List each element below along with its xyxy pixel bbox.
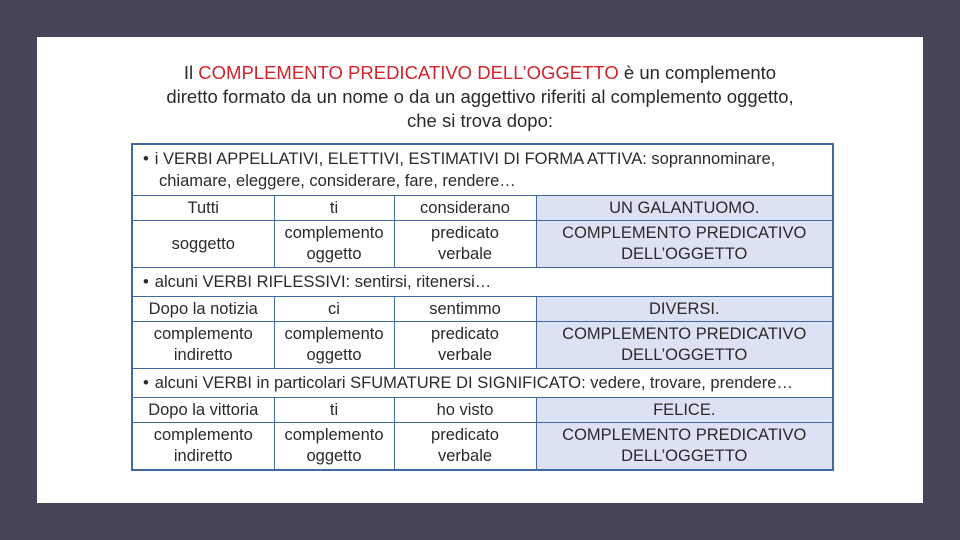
intro-line-2: diretto formato da un nome o da un aggettivo riferiti al complemento oggetto,: [166, 86, 794, 107]
section-heading: • i VERBI APPELLATIVI, ELETTIVI, ESTIMATIVI DI FORMA ATTIVA: soprannominare, chiamare, eleggere, considerare, fare, rendere…: [132, 144, 833, 196]
highlighted-term: COMPLEMENTO PREDICATIVO DELL’OGGETTO: [198, 62, 619, 83]
function-cell: complemento indiretto: [132, 423, 274, 471]
example-predicative-cell: UN GALANTUOMO.: [536, 196, 833, 221]
function-predicative-cell: COMPLEMENTO PREDICATIVO DELL’OGGETTO: [536, 221, 833, 268]
function-row: [132, 221, 833, 268]
example-cell: Dopo la vittoria: [132, 398, 274, 423]
example-cell: ti: [274, 398, 394, 423]
example-predicative-cell: FELICE.: [536, 398, 833, 423]
function-cell: complemento oggetto: [274, 221, 394, 268]
function-cell: complemento oggetto: [274, 423, 394, 471]
section-heading: • alcuni VERBI in particolari SFUMATURE DI SIGNIFICATO: vedere, trovare, prendere…: [132, 369, 833, 398]
section-heading: • alcuni VERBI RIFLESSIVI: sentirsi, ritenersi…: [132, 268, 833, 297]
example-cell: ho visto: [394, 398, 536, 423]
function-cell: predicato verbale: [394, 322, 536, 369]
function-cell: complemento indiretto: [132, 322, 274, 369]
intro-line-3: che si trova dopo:: [406, 110, 554, 131]
example-cell: ci: [274, 297, 394, 322]
example-cell: Dopo la notizia: [132, 297, 274, 322]
slide: [37, 37, 923, 503]
function-predicative-cell: COMPLEMENTO PREDICATIVO DELL’OGGETTO: [536, 322, 833, 369]
function-row: [132, 322, 833, 369]
function-cell: predicato verbale: [394, 423, 536, 471]
example-row: [132, 398, 833, 423]
section-heading-row: [132, 369, 833, 398]
bullet: •: [143, 374, 149, 392]
example-cell: sentimmo: [394, 297, 536, 322]
example-row: [132, 196, 833, 221]
example-row: [132, 297, 833, 322]
function-cell: soggetto: [132, 221, 274, 268]
section-heading-row: [132, 268, 833, 297]
intro-definition: [37, 61, 923, 133]
intro-line-1: Il COMPLEMENTO PREDICATIVO DELL’OGGETTO è un complemento: [183, 62, 777, 83]
section-heading-row: [132, 144, 833, 196]
bullet: •: [143, 150, 149, 168]
example-cell: Tutti: [132, 196, 274, 221]
function-cell: predicato verbale: [394, 221, 536, 268]
function-cell: complemento oggetto: [274, 322, 394, 369]
example-cell: ti: [274, 196, 394, 221]
bullet: •: [143, 273, 149, 291]
function-predicative-cell: COMPLEMENTO PREDICATIVO DELL’OGGETTO: [536, 423, 833, 471]
function-row: [132, 423, 833, 471]
example-cell: considerano: [394, 196, 536, 221]
grammar-table: [131, 143, 834, 471]
example-predicative-cell: DIVERSI.: [536, 297, 833, 322]
